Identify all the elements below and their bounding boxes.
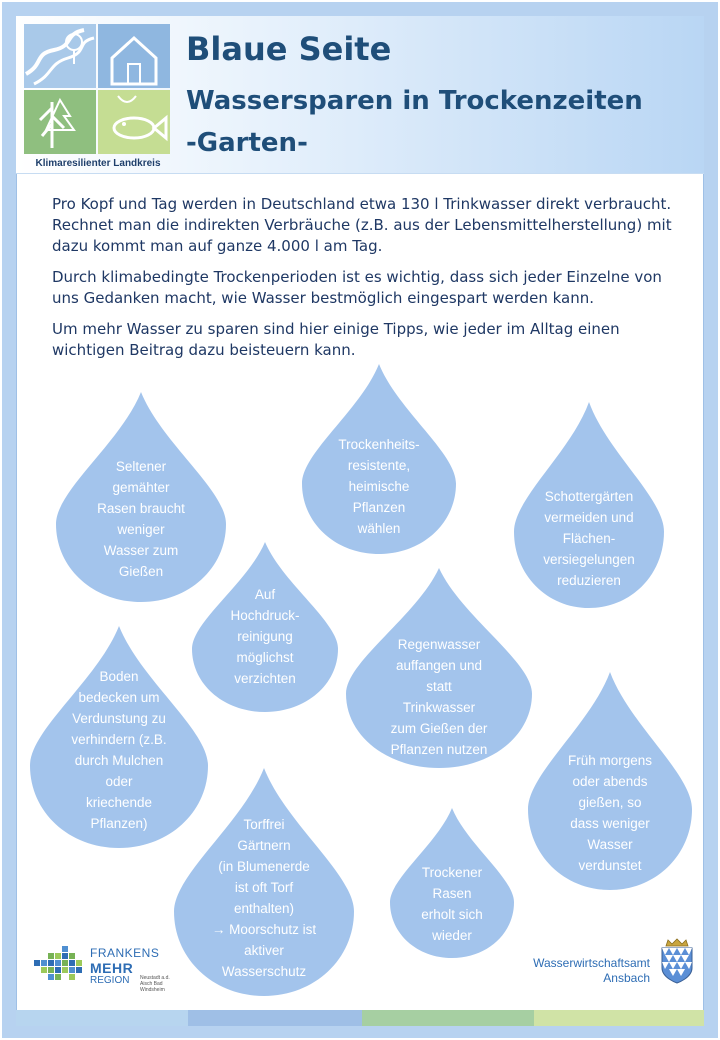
- tip-drop-gravel: [514, 402, 664, 608]
- tip-text: Torffrei Gärtnern (in Blumenerde ist oft Torf enthalten) → Moorschutz ist aktiver Wasserschutz: [211, 817, 317, 979]
- intro-paragraph-3: Um mehr Wasser zu sparen sind hier einige Tipps, wie jeder im Alltag einen wichtigen Beitrag dazu beisteuern kann.: [52, 320, 620, 359]
- page-subtitle: Wassersparen in Trockenzeiten: [186, 86, 643, 116]
- tip-drop-dry-lawn: [390, 808, 514, 958]
- footer-logo-line-1: FRANKENS: [90, 946, 160, 960]
- page-subtitle-garden: -Garten-: [186, 128, 308, 158]
- authority-line-2: Ansbach: [603, 971, 650, 985]
- footer-logo-subtext: Neustadt a.d. Aisch Bad Windsheim: [140, 975, 170, 993]
- tip-text: Schottergärten vermeiden und Flächen- versiegelungen reduzieren: [543, 489, 635, 588]
- bavarian-crest-icon: [660, 938, 694, 984]
- tip-drop-rainwater: [346, 568, 532, 768]
- authority-line-1: Wasserwirtschaftsamt: [533, 956, 650, 970]
- frankens-mehr-region-logo-icon: [30, 944, 170, 992]
- bottom-color-band-2: [188, 1010, 362, 1026]
- tip-drop-peat: [174, 768, 354, 996]
- authority-name: [522, 956, 650, 986]
- page-title: Blaue Seite: [186, 30, 392, 68]
- footer-logo-line-2: MEHR: [90, 960, 134, 976]
- tip-drop-watering: [528, 672, 692, 890]
- tip-text: Seltener gemähter Rasen braucht weniger Wasser zum Gießen: [97, 459, 185, 579]
- klimaresilient-logo: [24, 24, 172, 174]
- logo-caption: Klimaresilienter Landkreis: [35, 158, 161, 169]
- intro-text: [52, 194, 676, 371]
- tip-text: Früh morgens oder abends gießen, so dass weniger Wasser verdunstet: [567, 753, 653, 873]
- tip-text: Boden bedecken um Verdunstung zu verhindern (z.B. durch Mulchen oder kriechende Pflanzen): [71, 669, 167, 831]
- tip-text: Trockenheits- resistente, heimische Pflanzen wählen: [338, 437, 420, 536]
- tip-drop-plants: [302, 364, 456, 554]
- intro-paragraph-1: Pro Kopf und Tag werden in Deutschland etwa 130 l Trinkwasser direkt verbraucht. Rechnet man die indirekten Verbräuche (z.B. aus der Lebensmittelherstellung) mit dazu kommt man auf ganze 4.000 l am Tag.: [52, 195, 672, 255]
- tip-drop-pressure: [192, 542, 338, 712]
- footer-logo-line-3: REGION: [90, 975, 130, 986]
- bottom-color-band-1: [16, 1010, 188, 1026]
- tip-text: Auf Hochdruck- reinigung möglichst verzichten: [230, 587, 300, 686]
- bottom-color-band-4: [534, 1010, 704, 1026]
- tip-text: Trockener Rasen erholt sich wieder: [421, 865, 483, 943]
- intro-paragraph-2: Durch klimabedingte Trockenperioden ist es wichtig, dass sich jeder Einzelne von uns Gedanken macht, wie Wasser bestmöglich eingespart werden kann.: [52, 268, 662, 307]
- bottom-color-band-3: [362, 1010, 534, 1026]
- tip-text: Regenwasser auffangen und statt Trinkwasser zum Gießen der Pflanzen nutzen: [390, 637, 488, 757]
